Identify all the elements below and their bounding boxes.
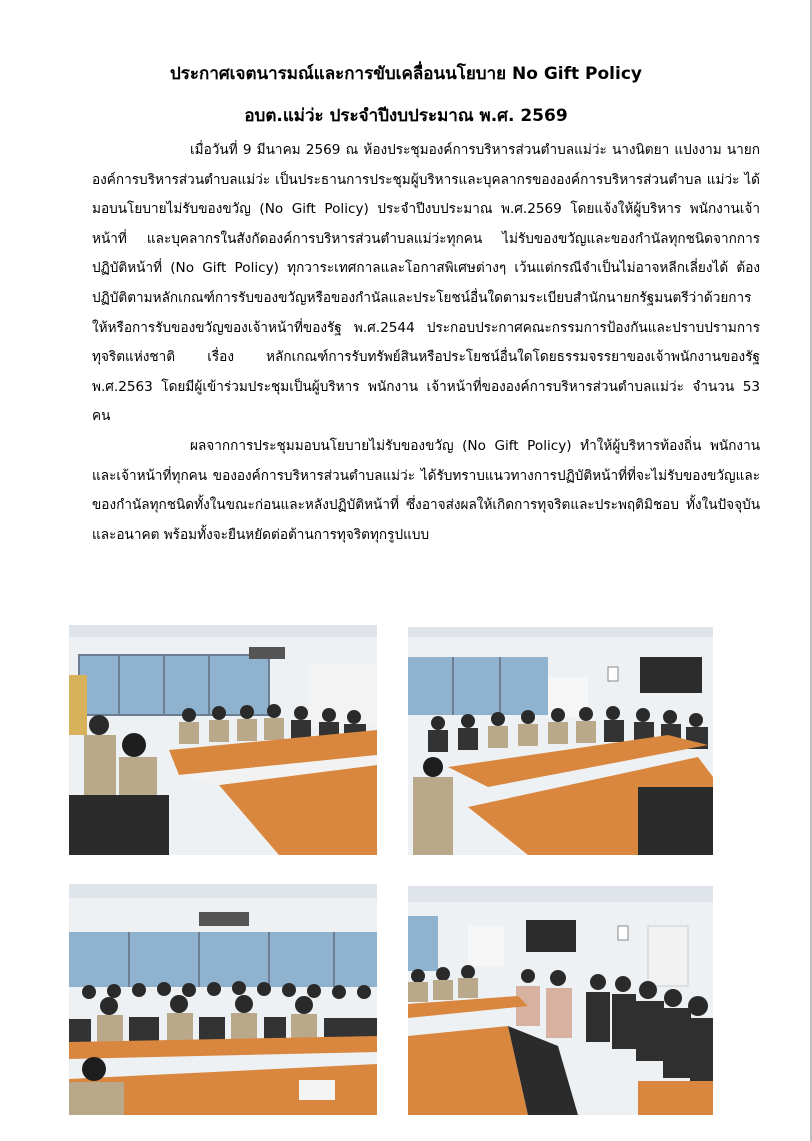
meeting-photo-2 (408, 627, 713, 855)
meeting-photo-4 (408, 886, 713, 1115)
meeting-photo-3 (69, 884, 377, 1115)
document-title: ประกาศเจตนารมณ์และการขับเคลื่อนนโยบาย No Gift Policy (169, 64, 642, 84)
document-body (92, 136, 760, 550)
paragraph-2: ผลจากการประชุมมอบนโยบายไม่รับของขวัญ (No Gift Policy) ทำให้ผู้บริหารท้องถิ่น พนักงาน และเจ้าหน้าที่ทุกคน ขององค์การบริหารส่วนตำบลแม่ว่ะ ได้รับทราบแนวทางการปฏิบัติหน้าที่ที่จะไม่รับของขวัญและของกำนัลทุกชนิดทั้งในขณะก่อนและหลังปฏิบัติหน้าที่ ซึ่งอาจส่งผลให้เกิดการทุจริตและประพฤติมิชอบ ทั้งในปัจจุบันและอนาคต พร้อมทั้งจะยืนหยัดต่อต้านการทุจริตทุกรูปแบบ (92, 437, 760, 543)
meeting-photo-1 (69, 625, 377, 855)
paragraph-1: เมื่อวันที่ 9 มีนาคม 2569 ณ ห้องประชุมองค์การบริหารส่วนตำบลแม่ว่ะ นางนิตยา แปงงาม นายกองค์การบริหารส่วนตำบลแม่ว่ะ เป็นประธานการประชุมผู้บริหารและบุคลากรขององค์การบริหารส่วนตำบล แม่ว่ะ ได้มอบนโยบายไม่รับของขวัญ (No Gift Policy) ประจำปีงบประมาณ พ.ศ.2569 โดยแจ้งให้ผู้บริหาร พนักงานเจ้าหน้าที่ และบุคลากรในสังกัดองค์การบริหารส่วนตำบลแม่ว่ะทุกคน ไม่รับของขวัญและของกำนัลทุกชนิดจากการปฏิบัติหน้าที่ (No Gift Policy) ทุกวาระเทศกาลและโอกาสพิเศษต่างๆ เว้นแต่กรณีจำเป็นไม่อาจหลีกเลี่ยงได้ ต้องปฏิบัติตามหลักเกณฑ์การรับของขวัญหรือของกำนัลและประโยชน์อื่นใดตามระเบียบสำนักนายกรัฐมนตรีว่าด้วยการให้หรือการรับของขวัญของเจ้าหน้าที่ของรัฐ พ.ศ.2544 ประกอบประกาศคณะกรรมการป้องกันและปราบปรามการทุจริตแห่งชาติ เรื่อง หลักเกณฑ์การรับทรัพย์สินหรือประโยชน์อื่นใดโดยธรรมจรรยาของเจ้าพนักงานของรัฐ พ.ศ.2563 โดยมีผู้เข้าร่วมประชุมเป็นผู้บริหาร พนักงาน เจ้าหน้าที่ขององค์การบริหารส่วนตำบลแม่ว่ะ จำนวน 53 คน (92, 142, 760, 425)
document-subtitle: อบต.แม่ว่ะ ประจำปีงบประมาณ พ.ศ. 2569 (244, 106, 568, 126)
